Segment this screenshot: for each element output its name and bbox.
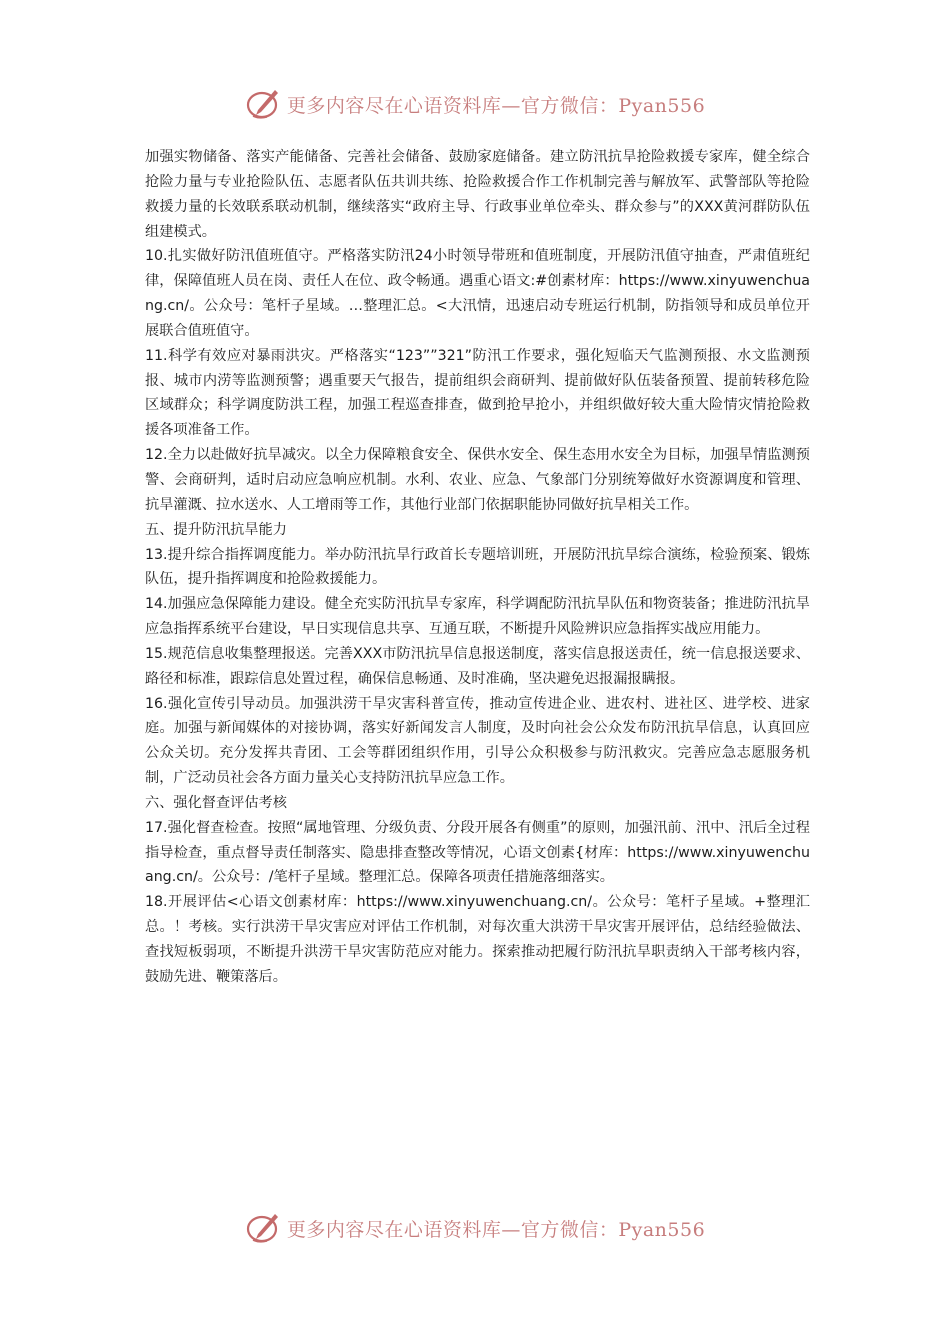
paragraph: 11.科学有效应对暴雨洪灾。严格落实“123””321”防汛工作要求，强化短临天气监测预报、水文监测预报、城市内涝等监测预警；遇重要天气报告，提前组织会商研判、提前做好队伍装备预置、提前转移危险区域群众；科学调度防洪工程，加强工程巡查排查，做到抢早抢小，并组织做好较大重大险情灾情抢险救援各项准备工作。 — [145, 347, 810, 439]
paragraph: 14.加强应急保障能力建设。健全充实防汛抗旱专家库，科学调配防汛抗旱队伍和物资装备；推进防汛抗旱应急指挥系统平台建设，早日实现信息共享、互通互联，不断提升风险辨识应急指挥实战应用能力。 — [145, 596, 810, 638]
paragraph: 10.扎实做好防汛值班值守。严格落实防汛24小时领导带班和值班制度，开展防汛值守抽查，严肃值班纪律，保障值班人员在岗、责任人在位、政令畅通。遇重心语文:#创素材库：https://www.xinyuwenchuang.cn/。公众号：笔杆子星域。…整理汇总。<大汛情，迅速启动专班运行机制，防指领导和成员单位开展联合值班值守。 — [145, 248, 810, 339]
footer-banner — [0, 1208, 950, 1248]
pen-logo-icon — [245, 1210, 283, 1246]
section-heading: 五、提升防汛抗旱能力 — [145, 521, 287, 538]
paragraph: 16.强化宣传引导动员。加强洪涝干旱灾害科普宣传，推动宣传进企业、进农村、进社区、进学校、进家庭。加强与新闻媒体的对接协调，落实好新闻发言人制度，及时向社会公众发布防汛抗旱信息，认真回应公众关切。充分发挥共青团、工会等群团组织作用，引导公众积极参与防汛救灾。完善应急志愿服务机制，广泛动员社会各方面力量关心支持防汛抗旱应急工作。 — [145, 695, 810, 787]
paragraph: 15.规范信息收集整理报送。完善XXX市防汛抗旱信息报送制度，落实信息报送责任，统一信息报送要求、路径和标准，跟踪信息处置过程，确保信息畅通、及时准确，坚决避免迟报漏报瞒报。 — [145, 645, 810, 687]
pen-logo-icon — [245, 86, 283, 122]
paragraph: 12.全力以赴做好抗旱减灾。以全力保障粮食安全、保供水安全、保生态用水安全为目标，加强旱情监测预警、会商研判，适时启动应急响应机制。水利、农业、应急、气象部门分别统筹做好水资源调度和管理、抗旱灌溉、拉水送水、人工增雨等工作，其他行业部门依据职能协同做好抗旱相关工作。 — [145, 447, 810, 513]
footer-banner-text: 更多内容尽在心语资料库—官方微信：Pyan556 — [286, 1218, 706, 1241]
header-banner-text: 更多内容尽在心语资料库—官方微信：Pyan556 — [286, 94, 706, 117]
header-banner — [0, 84, 950, 124]
paragraph: 18.开展评估<心语文创素材库：https://www.xinyuwenchuang.cn/。公众号：笔杆子星域。+整理汇总。！考核。实行洪涝干旱灾害应对评估工作机制，对每次重大洪涝干旱灾害开展评估，总结经验做法、查找短板弱项，不断提升洪涝干旱灾害防范应对能力。探索推动把履行防汛抗旱职责纳入干部考核内容，鼓励先进、鞭策落后。 — [145, 894, 810, 985]
section-heading: 六、强化督查评估考核 — [145, 794, 287, 811]
paragraph: 17.强化督查检查。按照“属地管理、分级负责、分段开展各有侧重”的原则，加强汛前、汛中、汛后全过程指导检查，重点督导责任制落实、隐患排查整改等情况，心语文创素{材库：https://www.xinyuwenchuang.cn/。公众号：/笔杆子星域。整理汇总。保障各项责任措施落细落实。 — [145, 819, 810, 886]
document-body — [145, 145, 810, 990]
paragraph: 13.提升综合指挥调度能力。举办防汛抗旱行政首长专题培训班，开展防汛抗旱综合演练，检验预案、锻炼队伍，提升指挥调度和抢险救援能力。 — [145, 546, 810, 588]
paragraph: 加强实物储备、落实产能储备、完善社会储备、鼓励家庭储备。建立防汛抗旱抢险救援专家库，健全综合抢险力量与专业抢险队伍、志愿者队伍共训共练、抢险救援合作工作机制完善与解放军、武警部队等抢险救援力量的长效联系联动机制，继续落实“政府主导、行政事业单位牵头、群众参与”的XXX黄河群防队伍组建模式。 — [145, 149, 810, 240]
